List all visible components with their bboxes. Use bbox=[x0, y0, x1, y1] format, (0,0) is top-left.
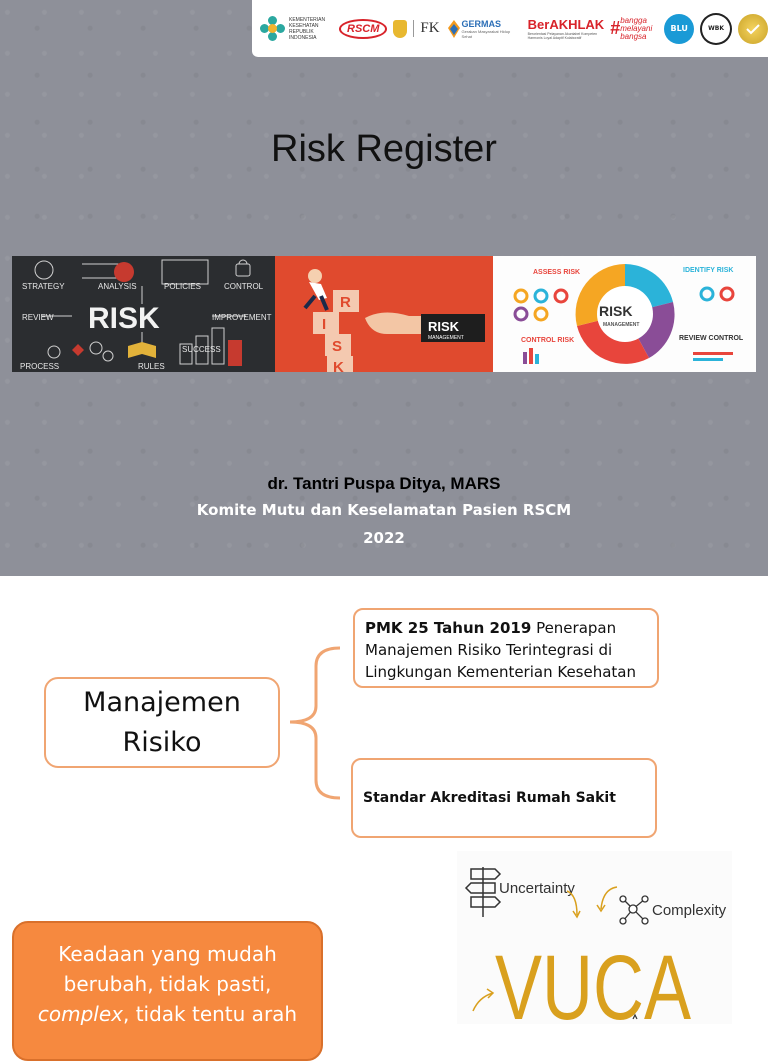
board-word-success: SUCCESS bbox=[182, 345, 221, 354]
risk-management-illustration bbox=[275, 256, 493, 372]
signpost-icon bbox=[466, 867, 500, 917]
board-word-process: PROCESS bbox=[20, 362, 60, 371]
definition-part2: , tidak tentu arah bbox=[122, 1002, 298, 1026]
logo-bar bbox=[252, 0, 768, 57]
presentation-year: 2022 bbox=[363, 529, 405, 547]
berakhlak-logo bbox=[528, 17, 605, 40]
kemkes-logo bbox=[260, 16, 333, 42]
fk-logo bbox=[393, 20, 439, 38]
content-slide bbox=[0, 576, 768, 1024]
university-emblem-icon bbox=[393, 20, 407, 38]
infographic-management: MANAGEMENT bbox=[603, 322, 640, 328]
wbk-logo bbox=[700, 13, 732, 45]
board-word-improvement: IMPROVEMENT bbox=[212, 313, 272, 322]
uncertainty-label: Uncertainty bbox=[499, 880, 575, 897]
risk-label: RISK bbox=[428, 319, 460, 334]
blu-logo-text: BLU bbox=[670, 24, 688, 33]
vuca-illustration bbox=[457, 851, 732, 1024]
pmk-number: PMK 25 Tahun 2019 bbox=[365, 619, 532, 637]
wbk-logo-text: WBK bbox=[708, 25, 725, 32]
pmk-description: Penerapan Manajemen Risiko Terintegrasi di Lingkungan Kementerian Kesehatan bbox=[365, 619, 636, 681]
germas-logo bbox=[446, 18, 522, 40]
infographic-review-control: REVIEW CONTROL bbox=[679, 335, 744, 342]
germas-tagline: Gerakan Masyarakat Hidup Sehat bbox=[461, 28, 511, 39]
block-letter-r: R bbox=[340, 294, 351, 311]
board-word-strategy: STRATEGY bbox=[22, 282, 65, 291]
berakhlak-tagline: Berorientasi Pelayanan Akuntabel Kompeten Harmonis Loyal Adaptif Kolaboratif bbox=[527, 32, 598, 40]
blu-logo bbox=[664, 14, 694, 44]
risk-chalkboard-image bbox=[12, 256, 275, 372]
manajemen-label: Manajemen bbox=[83, 686, 241, 718]
fk-logo-text: FK bbox=[413, 20, 439, 37]
infographic-control-risk: CONTROL RISK bbox=[521, 337, 575, 344]
rscm-logo bbox=[339, 19, 387, 39]
bangga-melayani-logo: # bangga melayani bangsa bbox=[610, 17, 658, 41]
block-letter-k: K bbox=[333, 359, 344, 372]
vuca-word: VUCA bbox=[495, 937, 692, 1024]
bangga-melayani-text: bangga melayani bangsa bbox=[620, 15, 653, 41]
board-word-review: REVIEW bbox=[22, 313, 54, 322]
pmk-regulation-box bbox=[353, 608, 659, 688]
germas-logo-text: GERMAS bbox=[461, 18, 502, 29]
berakhlak-logo-text: BerAKHLAK bbox=[527, 17, 605, 32]
standar-akreditasi-box bbox=[351, 758, 657, 838]
block-letter-i: I bbox=[322, 316, 327, 333]
risk-management-infographic bbox=[493, 256, 756, 372]
affiliation: Komite Mutu dan Keselamatan Pasien RSCM bbox=[196, 501, 572, 519]
risiko-label: Risiko bbox=[122, 726, 202, 758]
infographic-identify-risk: IDENTIFY RISK bbox=[683, 267, 734, 274]
rscm-logo-text: RSCM bbox=[339, 19, 387, 39]
kemkes-icon bbox=[260, 16, 286, 42]
author-name: dr. Tantri Puspa Ditya, MARS bbox=[267, 474, 501, 493]
germas-icon bbox=[446, 18, 462, 40]
board-word-risk: RISK bbox=[88, 302, 160, 335]
block-letter-s: S bbox=[332, 338, 343, 355]
definition-part1: Keadaan yang mudah berubah, tidak pasti, bbox=[58, 942, 277, 996]
board-word-control: CONTROL bbox=[224, 282, 264, 291]
infographic-risk: RISK bbox=[599, 303, 633, 319]
definition-italic: complex bbox=[37, 1002, 123, 1026]
manajemen-risiko-box bbox=[44, 677, 280, 768]
slide-title: Risk Register bbox=[271, 128, 497, 170]
curly-bracket bbox=[286, 646, 346, 806]
board-word-analysis: ANALYSIS bbox=[98, 282, 137, 291]
board-word-policies: POLICIES bbox=[164, 282, 201, 291]
complexity-label: Complexity bbox=[652, 902, 727, 919]
board-word-rules: RULES bbox=[138, 362, 165, 371]
standar-akreditasi-label: Standar Akreditasi Rumah Sakit bbox=[363, 790, 616, 806]
network-icon bbox=[620, 896, 648, 924]
vuca-definition-box bbox=[12, 921, 323, 1061]
infographic-assess-risk: ASSESS RISK bbox=[533, 269, 581, 276]
management-label: MANAGEMENT bbox=[428, 335, 464, 341]
gold-seal-icon bbox=[738, 14, 768, 44]
kemkes-text: KEMENTERIAN KESEHATAN REPUBLIK INDONESIA bbox=[289, 16, 326, 41]
